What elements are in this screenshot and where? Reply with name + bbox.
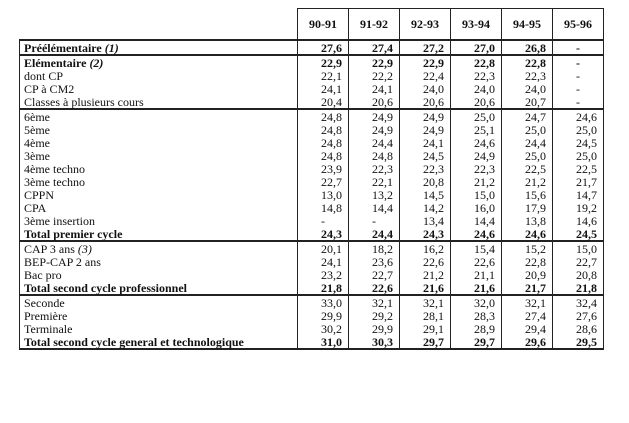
row-label-cell bbox=[20, 162, 298, 175]
value-cell: 24,1 bbox=[349, 82, 400, 95]
value-cell: 14,2 bbox=[400, 201, 451, 214]
value-cell: 24,8 bbox=[298, 136, 349, 149]
table-row bbox=[20, 69, 604, 82]
value-cell: 22,2 bbox=[349, 69, 400, 82]
row-label: 6ème bbox=[24, 109, 50, 124]
footnote-ref: (2) bbox=[89, 55, 104, 70]
value-cell: 24,9 bbox=[349, 123, 400, 136]
value-cell: 22,6 bbox=[451, 255, 502, 268]
row-label-cell bbox=[20, 241, 298, 255]
row-label: CPA bbox=[24, 200, 47, 215]
value-cell: 28,3 bbox=[451, 309, 502, 322]
value-cell: 15,0 bbox=[553, 241, 604, 255]
value-cell: 24,7 bbox=[502, 109, 553, 123]
header-blank-cell bbox=[20, 9, 298, 41]
table-row bbox=[20, 82, 604, 95]
value-cell: 20,9 bbox=[502, 268, 553, 281]
table-row bbox=[20, 109, 604, 123]
year-header: 91-92 bbox=[349, 9, 400, 41]
row-label: Classes à plusieurs cours bbox=[24, 94, 144, 109]
table-row bbox=[20, 214, 604, 227]
row-label-cell bbox=[20, 201, 298, 214]
value-cell: 20,6 bbox=[451, 95, 502, 109]
value-cell: 23,9 bbox=[298, 162, 349, 175]
value-cell: 20,8 bbox=[400, 175, 451, 188]
value-cell: 21,7 bbox=[553, 175, 604, 188]
row-label: CP à CM2 bbox=[24, 81, 75, 96]
value-cell: 24,9 bbox=[400, 109, 451, 123]
value-cell: 32,1 bbox=[502, 295, 553, 309]
value-cell: 25,0 bbox=[451, 109, 502, 123]
row-label: dont CP bbox=[24, 68, 64, 83]
value-cell: 24,6 bbox=[553, 109, 604, 123]
value-cell: 24,4 bbox=[502, 136, 553, 149]
value-cell: 14,6 bbox=[553, 214, 604, 227]
row-label-cell bbox=[20, 255, 298, 268]
value-cell: 32,0 bbox=[451, 295, 502, 309]
value-cell: 20,6 bbox=[349, 95, 400, 109]
value-cell: 24,9 bbox=[451, 149, 502, 162]
value-cell: 24,9 bbox=[349, 109, 400, 123]
value-cell: 22,6 bbox=[400, 255, 451, 268]
value-cell: 22,1 bbox=[349, 175, 400, 188]
table-row bbox=[20, 295, 604, 309]
value-cell: 33,0 bbox=[298, 295, 349, 309]
value-cell: 22,8 bbox=[502, 255, 553, 268]
row-label-cell bbox=[20, 188, 298, 201]
value-cell: 13,4 bbox=[400, 214, 451, 227]
class-size-table bbox=[19, 8, 604, 350]
table-row bbox=[20, 201, 604, 214]
table-row bbox=[20, 335, 604, 349]
value-cell: 14,8 bbox=[298, 201, 349, 214]
row-label-cell bbox=[20, 109, 298, 123]
footnote-ref: (1) bbox=[104, 40, 119, 55]
value-cell: 18,2 bbox=[349, 241, 400, 255]
value-cell: 32,1 bbox=[400, 295, 451, 309]
value-cell: 32,1 bbox=[349, 295, 400, 309]
value-cell: 24,5 bbox=[553, 227, 604, 241]
row-label: Préélémentaire bbox=[24, 40, 102, 55]
value-cell: 31,0 bbox=[298, 335, 349, 349]
row-label-cell bbox=[20, 136, 298, 149]
value-cell: 19,2 bbox=[553, 201, 604, 214]
value-cell: 22,5 bbox=[553, 162, 604, 175]
table-row bbox=[20, 95, 604, 109]
row-label: 4ème bbox=[24, 135, 50, 150]
value-cell: - bbox=[553, 69, 604, 82]
value-cell: 24,5 bbox=[400, 149, 451, 162]
value-cell: 21,1 bbox=[451, 268, 502, 281]
value-cell: 30,2 bbox=[298, 322, 349, 335]
value-cell: 26,8 bbox=[502, 40, 553, 55]
row-label-cell bbox=[20, 69, 298, 82]
value-cell: 27,6 bbox=[553, 309, 604, 322]
value-cell: 24,8 bbox=[349, 149, 400, 162]
value-cell: 21,7 bbox=[502, 281, 553, 295]
value-cell: 22,7 bbox=[298, 175, 349, 188]
value-cell: 17,9 bbox=[502, 201, 553, 214]
row-label: Total premier cycle bbox=[24, 226, 123, 241]
row-label: Total second cycle professionnel bbox=[24, 280, 188, 295]
table-row bbox=[20, 268, 604, 281]
value-cell: 29,1 bbox=[400, 322, 451, 335]
value-cell: 15,0 bbox=[451, 188, 502, 201]
row-label: CPPN bbox=[24, 187, 55, 202]
value-cell: 14,7 bbox=[553, 188, 604, 201]
value-cell: 29,2 bbox=[349, 309, 400, 322]
value-cell: 24,3 bbox=[298, 227, 349, 241]
year-header: 94-95 bbox=[502, 9, 553, 41]
value-cell: 22,7 bbox=[553, 255, 604, 268]
row-label: Première bbox=[24, 308, 68, 323]
value-cell: 29,9 bbox=[349, 322, 400, 335]
value-cell: 22,9 bbox=[349, 55, 400, 69]
value-cell: 29,7 bbox=[400, 335, 451, 349]
value-cell: 23,2 bbox=[298, 268, 349, 281]
row-label-cell bbox=[20, 123, 298, 136]
value-cell: 23,6 bbox=[349, 255, 400, 268]
table-row bbox=[20, 188, 604, 201]
value-cell: 28,1 bbox=[400, 309, 451, 322]
row-label: Elémentaire bbox=[24, 55, 87, 70]
row-label-cell bbox=[20, 95, 298, 109]
value-cell: 24,1 bbox=[298, 255, 349, 268]
row-label: Terminale bbox=[24, 321, 73, 336]
value-cell: 25,0 bbox=[502, 149, 553, 162]
value-cell: - bbox=[553, 82, 604, 95]
value-cell: - bbox=[553, 95, 604, 109]
value-cell: 16,0 bbox=[451, 201, 502, 214]
table-row bbox=[20, 241, 604, 255]
value-cell: 22,1 bbox=[298, 69, 349, 82]
value-cell: 24,4 bbox=[349, 136, 400, 149]
year-header: 95-96 bbox=[553, 9, 604, 41]
row-label: 3ème bbox=[24, 148, 50, 163]
value-cell: 20,6 bbox=[400, 95, 451, 109]
value-cell: 22,3 bbox=[400, 162, 451, 175]
value-cell: 24,8 bbox=[298, 123, 349, 136]
value-cell: 22,6 bbox=[349, 281, 400, 295]
value-cell: 24,6 bbox=[502, 227, 553, 241]
row-label-cell bbox=[20, 55, 298, 69]
value-cell: 30,3 bbox=[349, 335, 400, 349]
value-cell: - bbox=[553, 55, 604, 69]
row-label-cell bbox=[20, 40, 298, 55]
value-cell: 16,2 bbox=[400, 241, 451, 255]
value-cell: - bbox=[298, 214, 349, 227]
value-cell: 27,4 bbox=[349, 40, 400, 55]
value-cell: 22,9 bbox=[298, 55, 349, 69]
value-cell: 27,4 bbox=[502, 309, 553, 322]
row-label: 4ème techno bbox=[24, 161, 85, 176]
value-cell: 27,6 bbox=[298, 40, 349, 55]
value-cell: 32,4 bbox=[553, 295, 604, 309]
row-label: Total second cycle general et technologique bbox=[24, 334, 244, 349]
value-cell: 22,5 bbox=[502, 162, 553, 175]
value-cell: 22,7 bbox=[349, 268, 400, 281]
row-label-cell bbox=[20, 322, 298, 335]
value-cell: 25,0 bbox=[553, 149, 604, 162]
value-cell: 29,4 bbox=[502, 322, 553, 335]
table-row bbox=[20, 123, 604, 136]
value-cell: 24,8 bbox=[298, 149, 349, 162]
value-cell: 25,0 bbox=[553, 123, 604, 136]
row-label-cell bbox=[20, 175, 298, 188]
value-cell: 20,8 bbox=[553, 268, 604, 281]
value-cell: - bbox=[553, 40, 604, 55]
row-label: BEP-CAP 2 ans bbox=[24, 254, 101, 269]
value-cell: 21,6 bbox=[400, 281, 451, 295]
row-label-cell bbox=[20, 149, 298, 162]
value-cell: 13,0 bbox=[298, 188, 349, 201]
value-cell: 24,1 bbox=[298, 82, 349, 95]
value-cell: 24,9 bbox=[400, 123, 451, 136]
value-cell: 24,0 bbox=[502, 82, 553, 95]
value-cell: 25,0 bbox=[502, 123, 553, 136]
value-cell: 24,6 bbox=[451, 136, 502, 149]
value-cell: 24,0 bbox=[400, 82, 451, 95]
value-cell: 15,2 bbox=[502, 241, 553, 255]
value-cell: 24,6 bbox=[451, 227, 502, 241]
value-cell: 22,8 bbox=[502, 55, 553, 69]
value-cell: 15,6 bbox=[502, 188, 553, 201]
value-cell: 24,8 bbox=[298, 109, 349, 123]
table-row bbox=[20, 309, 604, 322]
value-cell: 29,6 bbox=[502, 335, 553, 349]
row-label: Seconde bbox=[24, 295, 65, 310]
value-cell: 14,4 bbox=[349, 201, 400, 214]
value-cell: 20,1 bbox=[298, 241, 349, 255]
header-row bbox=[20, 9, 604, 41]
row-label-cell bbox=[20, 335, 298, 349]
value-cell: 24,0 bbox=[451, 82, 502, 95]
value-cell: 24,3 bbox=[400, 227, 451, 241]
value-cell: 22,3 bbox=[451, 162, 502, 175]
table-row bbox=[20, 149, 604, 162]
value-cell: 24,4 bbox=[349, 227, 400, 241]
year-header: 90-91 bbox=[298, 9, 349, 41]
table-row bbox=[20, 175, 604, 188]
row-label: 5ème bbox=[24, 122, 50, 137]
value-cell: 13,8 bbox=[502, 214, 553, 227]
value-cell: 21,6 bbox=[451, 281, 502, 295]
value-cell: 15,4 bbox=[451, 241, 502, 255]
table-row bbox=[20, 136, 604, 149]
value-cell: 29,9 bbox=[298, 309, 349, 322]
row-label-cell bbox=[20, 281, 298, 295]
row-label: CAP 3 ans bbox=[24, 241, 75, 256]
value-cell: 21,2 bbox=[451, 175, 502, 188]
row-label-cell bbox=[20, 82, 298, 95]
value-cell: - bbox=[349, 214, 400, 227]
value-cell: 28,9 bbox=[451, 322, 502, 335]
table-row bbox=[20, 40, 604, 55]
value-cell: 21,2 bbox=[502, 175, 553, 188]
row-label: 3ème insertion bbox=[24, 213, 95, 228]
row-label-cell bbox=[20, 268, 298, 281]
table-row bbox=[20, 55, 604, 69]
table-body bbox=[20, 40, 604, 349]
footnote-ref: (3) bbox=[77, 241, 92, 256]
row-label-cell bbox=[20, 214, 298, 227]
value-cell: 21,8 bbox=[298, 281, 349, 295]
table-row bbox=[20, 162, 604, 175]
row-label-cell bbox=[20, 295, 298, 309]
value-cell: 22,4 bbox=[400, 69, 451, 82]
value-cell: 21,2 bbox=[400, 268, 451, 281]
value-cell: 24,5 bbox=[553, 136, 604, 149]
value-cell: 29,5 bbox=[553, 335, 604, 349]
value-cell: 22,3 bbox=[349, 162, 400, 175]
value-cell: 21,8 bbox=[553, 281, 604, 295]
table-row bbox=[20, 281, 604, 295]
row-label-cell bbox=[20, 309, 298, 322]
row-label-cell bbox=[20, 227, 298, 241]
value-cell: 27,2 bbox=[400, 40, 451, 55]
row-label: 3ème techno bbox=[24, 174, 85, 189]
row-label: Bac pro bbox=[24, 267, 62, 282]
value-cell: 25,1 bbox=[451, 123, 502, 136]
value-cell: 28,6 bbox=[553, 322, 604, 335]
table-row bbox=[20, 255, 604, 268]
value-cell: 13,2 bbox=[349, 188, 400, 201]
value-cell: 22,3 bbox=[502, 69, 553, 82]
table-row bbox=[20, 227, 604, 241]
value-cell: 27,0 bbox=[451, 40, 502, 55]
value-cell: 14,4 bbox=[451, 214, 502, 227]
value-cell: 22,3 bbox=[451, 69, 502, 82]
value-cell: 20,4 bbox=[298, 95, 349, 109]
value-cell: 22,8 bbox=[451, 55, 502, 69]
table-row bbox=[20, 322, 604, 335]
year-header: 92-93 bbox=[400, 9, 451, 41]
value-cell: 24,1 bbox=[400, 136, 451, 149]
value-cell: 20,7 bbox=[502, 95, 553, 109]
value-cell: 14,5 bbox=[400, 188, 451, 201]
value-cell: 29,7 bbox=[451, 335, 502, 349]
year-header: 93-94 bbox=[451, 9, 502, 41]
value-cell: 22,9 bbox=[400, 55, 451, 69]
